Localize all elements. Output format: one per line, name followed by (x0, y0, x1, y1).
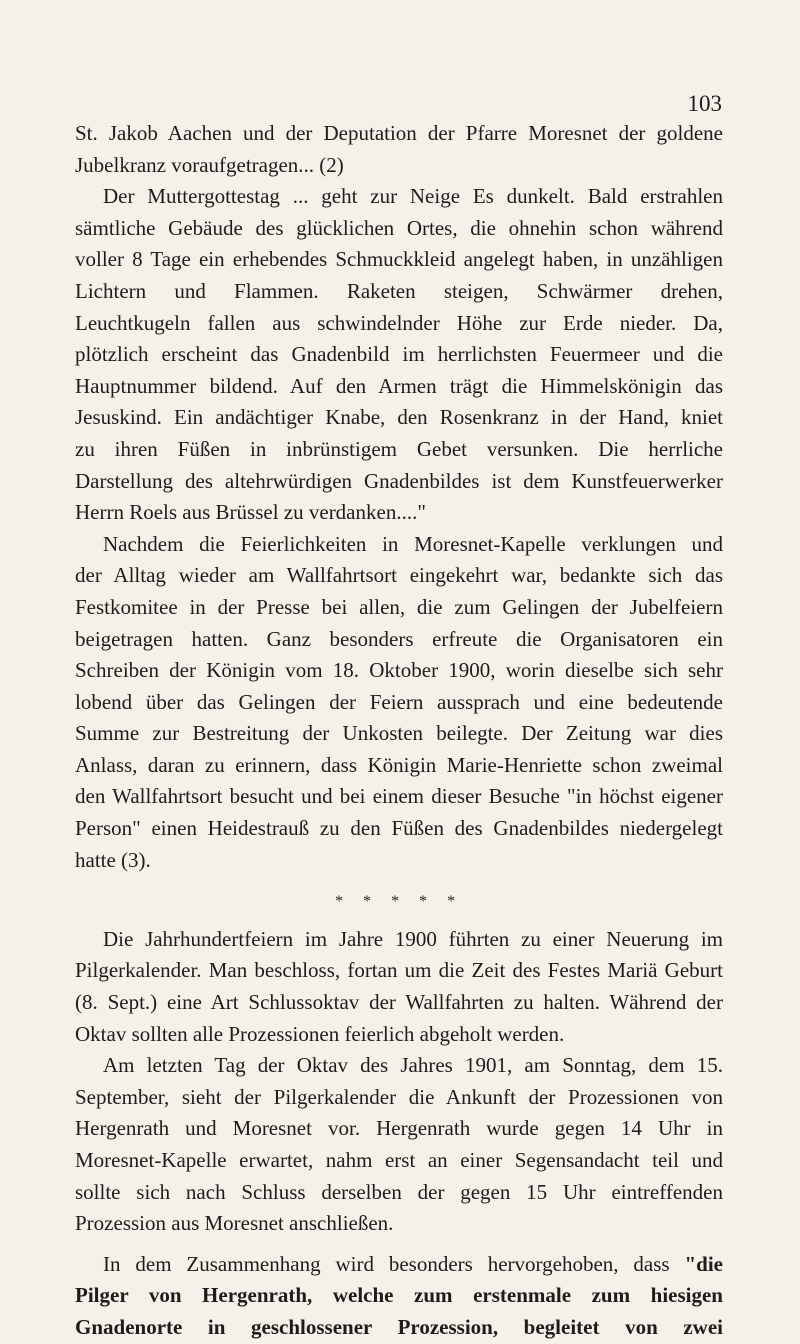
body-text (75, 118, 723, 1344)
text-line: Jubelkranz voraufgetragen... (2) (75, 152, 344, 177)
text-line: Herrn Roels aus Brüssel zu verdanken...." (75, 500, 426, 525)
text-line: Person" einen Heidestrauß zu den Füßen des Gnadenbildes niedergelegt (75, 816, 723, 841)
text-line: Anlass, daran zu erinnern, dass Königin Marie-Henriette schon zweimal (75, 752, 723, 777)
text-line: Moresnet-Kapelle erwartet, nahm erst an einer Segensandacht teil und (75, 1148, 723, 1172)
text-line: Darstellung des altehrwürdigen Gnadenbildes ist dem Kunstfeuerwerker (75, 468, 723, 493)
text-line: Pilgerkalender. Man beschloss, fortan um die Zeit des Festes Mariä Geburt (75, 958, 723, 983)
text-line: Am letzten Tag der Oktav des Jahres 1901, am Sonntag, dem 15. (103, 1053, 723, 1078)
text-line: Die Jahrhundertfeiern im Jahre 1900 führten zu einer Neuerung im (103, 926, 723, 951)
text-line: zu ihren Füßen in inbrünstigem Gebet versunken. Die herrliche (75, 436, 723, 461)
text-line: sollte sich nach Schluss derselben der gegen 15 Uhr eintreffenden (75, 1179, 723, 1204)
text-line: lobend über das Gelingen der Feiern aussprach und eine bedeutende (75, 689, 723, 714)
text-line: plötzlich erscheint das Gnadenbild im herrlichsten Feuermeer und die (75, 342, 723, 367)
bold-text-line: Pilger von Hergenrath, welche zum erstenmale zum hiesigen (75, 1283, 723, 1308)
text-line: Hergenrath und Moresnet vor. Hergenrath wurde gegen 14 Uhr in (75, 1116, 723, 1141)
text-line: Nachdem die Feierlichkeiten in Moresnet-Kapelle verklungen und (103, 531, 723, 556)
text-line: Prozession aus Moresnet anschließen. (75, 1211, 394, 1236)
text-line: Jesuskind. Ein andächtiger Knabe, den Rosenkranz in der Hand, kniet (75, 405, 723, 430)
text-line: Lichtern und Flammen. Raketen steigen, Schwärmer drehen, (75, 278, 723, 303)
text-segment: In dem Zusammenhang wird besonders hervorgehoben, dass (103, 1251, 685, 1276)
text-line: hatte (3). (75, 847, 151, 872)
text-line: Oktav sollten alle Prozessionen feierlich abgeholt werden. (75, 1021, 565, 1046)
page-number: 103 (687, 91, 722, 116)
text-line: St. Jakob Aachen und der Deputation der Pfarre Moresnet der goldene (75, 121, 723, 145)
bold-text-segment: "die (684, 1251, 723, 1276)
text-line: sämtliche Gebäude des glücklichen Ortes, die ohnehin schon während (75, 215, 723, 240)
text-line: Festkomitee in der Presse bei allen, die zum Gelingen der Jubelfeiern (75, 594, 723, 619)
section-separator: * * * * * (335, 893, 463, 911)
text-line: beigetragen hatten. Ganz besonders erfreute die Organisatoren ein (75, 626, 723, 651)
text-line: Hauptnummer bildend. Auf den Armen trägt die Himmelskönigin das (75, 373, 723, 398)
text-line: Schreiben der Königin vom 18. Oktober 1900, worin dieselbe sich sehr (75, 658, 723, 683)
text-line: (8. Sept.) eine Art Schlussoktav der Wallfahrten zu halten. Während der (75, 990, 723, 1015)
bold-text-line: Gnadenorte in geschlossener Prozession, begleitet von zwei (75, 1314, 723, 1339)
text-line (75, 1249, 723, 1281)
text-line: voller 8 Tage ein erhebendes Schmuckkleid angelegt haben, in unzähligen (75, 247, 723, 272)
text-line: Leuchtkugeln fallen aus schwindelnder Höhe zur Erde nieder. Da, (75, 310, 723, 335)
text-line: Der Muttergottestag ... geht zur Neige Es dunkelt. Bald erstrahlen (103, 184, 723, 209)
text-line: September, sieht der Pilgerkalender die Ankunft der Prozessionen von (75, 1084, 723, 1109)
text-line: den Wallfahrtsort besucht und bei einem dieser Besuche "in höchst eigener (75, 784, 723, 809)
text-line: Summe zur Bestreitung der Unkosten beilegte. Der Zeitung war dies (75, 721, 723, 746)
text-line: der Alltag wieder am Wallfahrtsort eingekehrt war, bedankte sich das (75, 563, 723, 588)
